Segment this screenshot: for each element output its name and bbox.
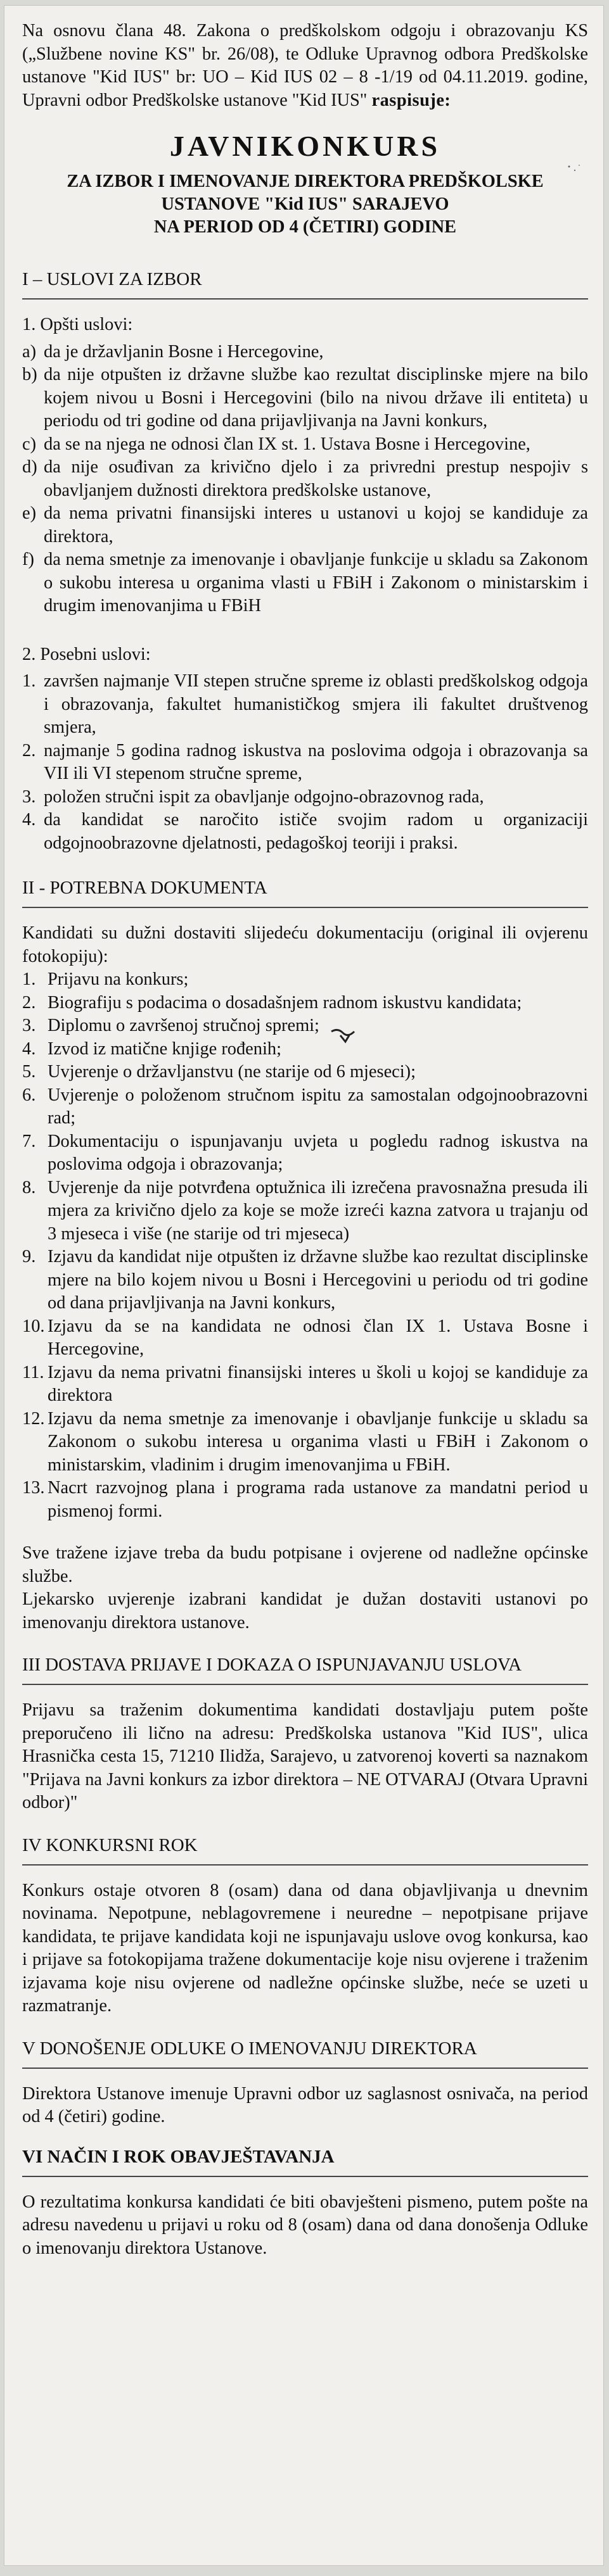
list-item-marker: 6.	[22, 1085, 36, 1105]
list-item	[22, 1084, 588, 1130]
list-item-marker: 1.	[22, 969, 36, 989]
list-item	[22, 1014, 588, 1038]
list-item	[22, 433, 588, 457]
list-item	[22, 1361, 588, 1408]
dostava-text: Prijavu sa traženim dokumentima kandidati dostavljaju putem pošte preporučeno ili lično na adresu: Predškolska ustanova "Kid IUS", ulica Hrasnička cesta 15, 71210 Ilidža, Sarajevo, u zatvorenoj koverti sa naznakom "Prijava na Javni konkurs za izbor direktora – NE OTVARAJ (Otvara Upravni odbor)"	[22, 1700, 588, 1812]
section-heading-odluka: V DONOŠENJE ODLUKE O IMENOVANJU DIREKTORA	[22, 2038, 477, 2059]
section-heading-rok: IV KONKURSNI ROK	[22, 1834, 198, 1855]
list-item-text: završen najmanje VII stepen stručne spreme iz oblasti predškolskog odgoja i obrazovanja, fakultet humanističkog smjera ili fakultet društvenog smjera,	[44, 671, 588, 737]
list-item-marker: 13.	[22, 1478, 45, 1498]
list-item-text: Izjavu da kandidat nije otpušten iz državne službe kao rezultat disciplinske mjere na bilo kojem nivou u Bosni i Hercegovini u periodu od tri godine od dana prijavljivanja na Javni konkurs,	[48, 1247, 588, 1313]
list-item-marker: b)	[22, 365, 37, 384]
section-heading-dokumenta: II - POTREBNA DOKUMENTA	[22, 878, 267, 898]
intro-paragraph	[22, 20, 588, 112]
odluka-text: Direktora Ustanove imenuje Upravni odbor uz saglasnost osnivača, na period od 4 (četiri) godine.	[22, 2083, 588, 2126]
list-item-text: najmanje 5 godina radnog iskustva na poslovima odgoja i obrazovanja sa VII ili VI stepenom stručne spreme,	[44, 740, 588, 783]
list-item-text: Uvjerenje o položenom stručnom ispitu za samostalan odgojnoobrazovni rad;	[48, 1085, 588, 1128]
page-title: JAVNIKONKURS	[169, 130, 441, 162]
posebni-uslovi-label: 2. Posebni uslovi:	[22, 644, 151, 664]
dokumenta-note-2: Ljekarsko uvjerenje izabrani kandidat je dužan dostaviti ustanovi po imenovanju direktora ustanove.	[22, 1589, 588, 1632]
subtitle-line-1: ZA IZBOR I IMENOVANJE DIREKTORA PREDŠKOLSKE	[67, 172, 544, 191]
list-item-text: Biografiju s podacima o dosadašnjem radnom iskustvu kandidata;	[48, 992, 522, 1013]
subtitle-line-2: USTANOVE "Kid IUS" SARAJEVO	[161, 194, 449, 214]
list-item	[22, 740, 588, 786]
newspaper-clipping	[4, 5, 604, 2566]
list-item	[22, 1246, 588, 1315]
list-item-text: Izjavu da nema privatni finansijski interes u školi u kojoj se kandiduje za direktora	[48, 1362, 588, 1405]
list-item-text: da nije osuđivan za krivično djelo i za privredni prestup nespojiv s obavljanjem dužnosti direktora predškolske ustanove,	[44, 457, 588, 500]
section-divider	[22, 2068, 588, 2069]
list-item-text: da je državljanin Bosne i Hercegovine,	[44, 341, 324, 362]
section-heading-obavjestavanje: VI NAČIN I ROK OBAVJEŠTAVANJA	[22, 2146, 335, 2167]
section-divider	[22, 907, 588, 908]
list-item	[22, 809, 588, 855]
list-item	[22, 1061, 588, 1084]
intro-verb: raspisuje:	[371, 90, 451, 110]
list-item-marker: 7.	[22, 1131, 36, 1151]
list-item	[22, 1315, 588, 1361]
dokumenta-note-1: Sve tražene izjave treba da budu potpisane i ovjerene od nadležne općinske službe.	[22, 1543, 588, 1586]
list-item-marker: 3.	[22, 786, 36, 807]
posebni-uslovi-list	[22, 670, 588, 855]
list-item-marker: 4.	[22, 810, 36, 830]
list-item	[22, 548, 588, 618]
list-item-marker: 2.	[22, 740, 36, 761]
list-item-text: da nema privatni finansijski interes u ustanovi u kojoj se kandiduje za direktora,	[44, 503, 588, 546]
list-item-marker: e)	[22, 503, 37, 523]
list-item-marker: 4.	[22, 1039, 36, 1059]
list-item-text: da kandidat se naročito ističe svojim radom u organizaciji odgojnoobrazovne djelatnosti, pedagoškoj teoriji i praksi.	[44, 810, 588, 853]
list-item-text: Uvjerenje o državljanstvu (ne starije od 6 mjeseci);	[48, 1062, 416, 1082]
list-item-text: Uvjerenje da nije potvrđena optužnica ili izrečena pravosnažna presuda ili mjera za krivično djelo za koje se može izreći kazna zatvora u trajanju od 3 mjeseca i više (ne starije od tri mjeseca)	[48, 1177, 588, 1244]
opsti-uslovi-list	[22, 341, 588, 618]
list-item-text: Diplomu o završenoj stručnoj spremi;	[48, 1016, 319, 1035]
list-item	[22, 786, 588, 809]
list-item-text: da nije otpušten iz državne službe kao rezultat disciplinske mjere na bilo kojem nivou u Bosni i Hercegovini (bilo na nivou države ili entiteta) u periodu od tri godine od dana prijavljivanja na Javni konkurs,	[44, 365, 588, 431]
list-item-text: položen stručni ispit za obavljanje odgojno-obrazovnog rada,	[44, 786, 484, 807]
list-item	[22, 1177, 588, 1246]
list-item	[22, 1130, 588, 1177]
ink-scribble-icon	[329, 1026, 359, 1044]
list-item-marker: 9.	[22, 1247, 36, 1266]
subtitle	[22, 170, 588, 239]
intro-text: Na osnovu člana 48. Zakona o predškolskom odgoju i obrazovanju KS („Službene novine KS" br. 26/08), te Odluke Upravnog odbora Predškolske ustanove "Kid IUS" br: UO – Kid IUS 02 – 8 -1/19 od 04.11.2019. godine, Upravni odbor Predškolske ustanove "Kid IUS"	[22, 21, 588, 110]
list-item-marker: a)	[22, 341, 37, 362]
list-item-text: Izjavu da nema smetnje za imenovanje i obavljanje funkcije u skladu sa Zakonom o sukobu interesa u organima vlasti u FBiH i Zakonom o ministarskim, vladinim i drugim imenovanjima u FBiH.	[48, 1408, 588, 1475]
list-item	[22, 502, 588, 548]
list-item-marker: 1.	[22, 671, 36, 691]
dokumenta-list	[22, 968, 588, 1523]
section-divider	[22, 1684, 588, 1685]
section-divider	[22, 298, 588, 300]
section-divider	[22, 2176, 588, 2177]
rok-text: Konkurs ostaje otvoren 8 (osam) dana od dana objavljivanja u dnevnim novinama. Nepotpune, neblagovremene i neuredne – nepotpisane prijave kandidata, te prijave kandidata koji ne ispunjavaju uslove ovog konkursa, kao i prijave sa fotokopijama tražene dokumentacije koje nisu ovjerene i traženim izjavama koje nisu ovjerene od nadležne općinske službe, neće se uzeti u razmatranje.	[22, 1880, 588, 2016]
list-item	[22, 341, 588, 364]
list-item-marker: 3.	[22, 1016, 36, 1035]
list-item-text: Dokumentaciju o ispunjavanju uvjeta u pogledu radnog iskustva na poslovima odgoja i obrazovanja;	[48, 1131, 588, 1174]
list-item-text: Izjavu da se na kandidata ne odnosi član IX 1. Ustava Bosne i Hercegovine,	[48, 1316, 588, 1359]
list-item	[22, 992, 588, 1015]
list-item	[22, 1038, 588, 1061]
list-item-marker: f)	[22, 550, 34, 569]
list-item-marker: 12.	[22, 1408, 45, 1429]
list-item-marker: c)	[22, 434, 37, 454]
list-item	[22, 363, 588, 433]
subtitle-line-3: NA PERIOD OD 4 (ČETIRI) GODINE	[153, 217, 457, 237]
section-heading-dostava: III DOSTAVA PRIJAVE I DOKAZA O ISPUNJAVANJU USLOVA	[22, 1655, 522, 1675]
list-item-marker: 2.	[22, 992, 36, 1013]
list-item-text: Prijavu na konkurs;	[48, 969, 189, 989]
list-item-text: da nema smetnje za imenovanje i obavljanje funkcije u skladu sa Zakonom o sukobu interesa u organima vlasti u FBiH i Zakonom o ministarskim i drugim imenovanjima u FBiH	[44, 550, 588, 616]
list-item	[22, 1477, 588, 1523]
list-item-text: Izvod iz matične knjige rođenih;	[48, 1039, 281, 1059]
list-item	[22, 1408, 588, 1477]
list-item	[22, 456, 588, 502]
dokumenta-intro: Kandidati su dužni dostaviti slijedeću dokumentaciju (original ili ovjerenu fotokopiju):	[22, 923, 588, 966]
section-heading-uslovi: I – USLOVI ZA IZBOR	[22, 269, 202, 289]
list-item-marker: d)	[22, 457, 37, 477]
list-item-marker: 8.	[22, 1177, 36, 1197]
obavjestavanje-text: O rezultatima konkursa kandidati će biti obavješteni pismeno, putem pošte na adresu navedenu u prijavi u roku od 8 (osam) dana od dana donošenja Odluke o imenovanju direktora Ustanove.	[22, 2192, 588, 2258]
list-item	[22, 968, 588, 992]
opsti-uslovi-label: 1. Opšti uslovi:	[22, 315, 133, 334]
section-divider	[22, 1864, 588, 1866]
ink-speck-icon	[565, 161, 583, 175]
list-item-text: Nacrt razvojnog plana i programa rada ustanove za mandatni period u pismenoj formi.	[48, 1478, 588, 1521]
list-item-text: da se na njega ne odnosi član IX st. 1. Ustava Bosne i Hercegovine,	[44, 434, 530, 454]
list-item-marker: 10.	[22, 1316, 45, 1336]
list-item	[22, 670, 588, 740]
list-item-marker: 5.	[22, 1062, 36, 1082]
list-item-marker: 11.	[22, 1362, 44, 1382]
